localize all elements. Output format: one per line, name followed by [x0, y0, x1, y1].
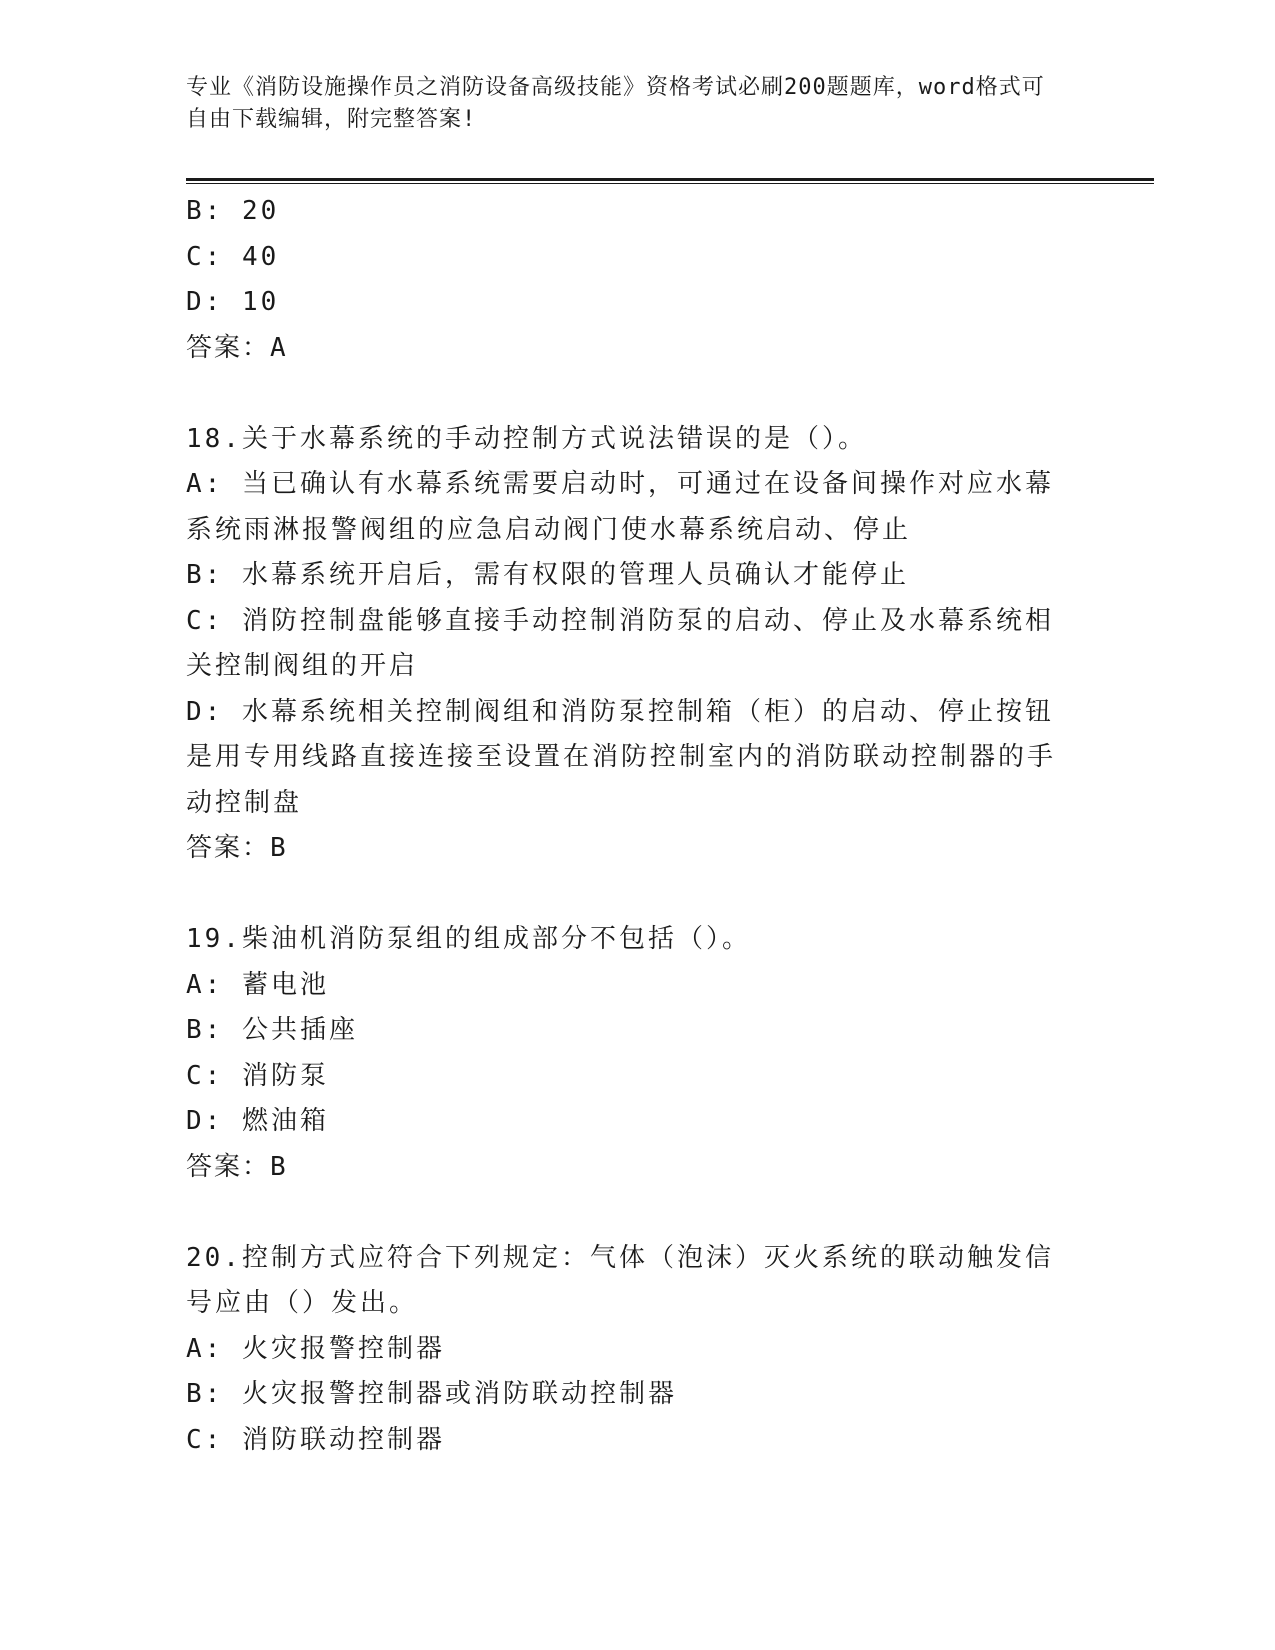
document-header: 专业《消防设施操作员之消防设备高级技能》资格考试必刷200题题库，word格式可自由下载编辑，附完整答案! [186, 75, 1045, 132]
question-stem: 18.关于水幕系统的手动控制方式说法错误的是（）。 [186, 423, 867, 454]
option-d: D: 燃油箱 [186, 1106, 329, 1136]
answer-line: 答案：B [186, 1151, 288, 1182]
option-d: D: 水幕系统相关控制阀组和消防泵控制箱（柜）的启动、停止按钮是用专用线路直接连接至设置在消防控制室内的消防联动控制器的手动控制盘 [186, 696, 1057, 818]
option-c: C: 40 [186, 241, 280, 272]
option-b: B: 公共插座 [186, 1015, 358, 1045]
option-c: C: 消防泵 [186, 1060, 329, 1091]
option-a: A: 蓄电池 [186, 969, 329, 1000]
header-rule-thin [186, 183, 1154, 184]
option-c: C: 消防控制盘能够直接手动控制消防泵的启动、停止及水幕系统相关控制阀组的开启 [186, 605, 1054, 681]
option-a: A: 当已确认有水幕系统需要启动时，可通过在设备间操作对应水幕系统雨淋报警阀组的应急启动阀门使水幕系统启动、停止 [186, 469, 1054, 545]
option-b: B: 水幕系统开启后，需有权限的管理人员确认才能停止 [186, 560, 909, 590]
answer-line: 答案：B [186, 833, 288, 863]
question-18 [186, 417, 1086, 872]
document-body [186, 189, 1086, 1463]
spacer [186, 371, 1086, 417]
question-20 [186, 1236, 1086, 1464]
option-d: D: 10 [186, 287, 280, 317]
option-b: B: 20 [186, 196, 280, 226]
header-rule-thick [186, 178, 1154, 181]
spacer [186, 1190, 1086, 1236]
question-stem: 19.柴油机消防泵组的组成部分不包括（）。 [186, 924, 751, 954]
question-stem: 20.控制方式应符合下列规定：气体（泡沫）灭火系统的联动触发信号应由（）发出。 [186, 1242, 1054, 1318]
option-b: B: 火灾报警控制器或消防联动控制器 [186, 1379, 677, 1409]
question-19 [186, 917, 1086, 1190]
spacer [186, 872, 1086, 918]
option-c: C: 消防联动控制器 [186, 1424, 445, 1455]
option-a: A: 火灾报警控制器 [186, 1333, 445, 1364]
answer-line: 答案：A [186, 332, 288, 363]
previous-question-continued [186, 189, 1086, 371]
